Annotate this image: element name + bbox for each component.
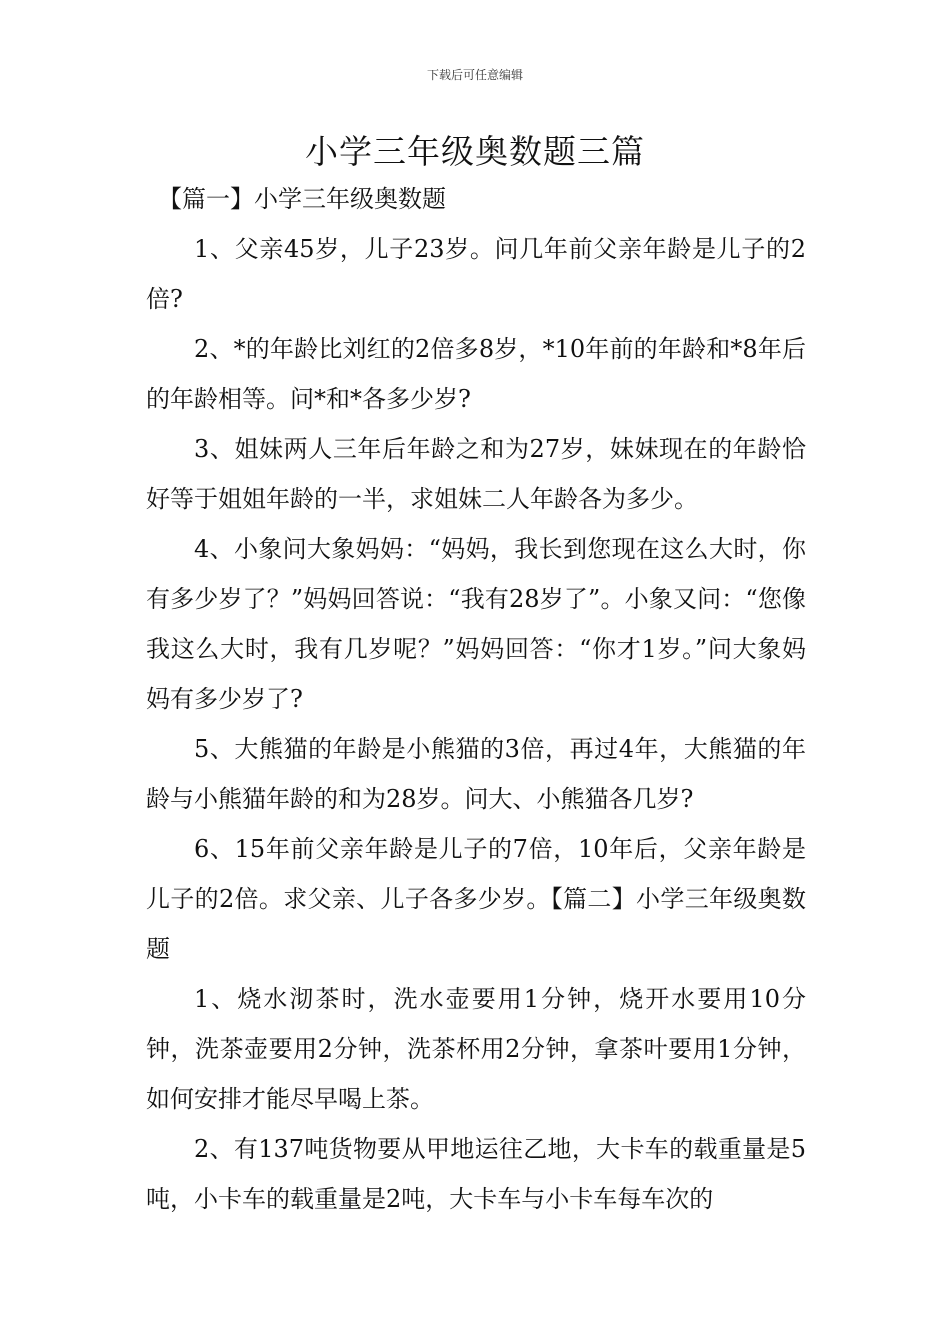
section-heading: 【篇一】小学三年级奥数题 xyxy=(158,185,446,213)
problem-paragraph: 5、大熊猫的年龄是小熊猫的3倍，再过4年，大熊猫的年龄与小熊猫年龄的和为28岁。问大、小熊猫各几岁? xyxy=(146,735,806,813)
document-body xyxy=(146,174,806,1224)
problem-paragraph: 6、15年前父亲年龄是儿子的7倍，10年后，父亲年龄是儿子的2倍。求父亲、儿子各多少岁。【篇二】小学三年级奥数题 xyxy=(146,835,806,963)
page-header-note: 下载后可任意编辑 xyxy=(426,68,523,82)
problem-paragraph: 3、姐妹两人三年后年龄之和为27岁，妹妹现在的年龄恰好等于姐姐年龄的一半，求姐妹二人年龄各为多少。 xyxy=(146,435,806,513)
problem-paragraph: 2、有137吨货物要从甲地运往乙地，大卡车的载重量是5吨，小卡车的载重量是2吨，大卡车与小卡车每车次的 xyxy=(146,1135,806,1213)
problem-paragraph: 1、父亲45岁，儿子23岁。问几年前父亲年龄是儿子的2倍? xyxy=(146,235,806,313)
problem-paragraph: 2、*的年龄比刘红的2倍多8岁，*10年前的年龄和*8年后的年龄相等。问*和*各多少岁? xyxy=(146,335,806,413)
document-title: 小学三年级奥数题三篇 xyxy=(305,132,645,171)
problem-paragraph: 4、小象问大象妈妈：“妈妈，我长到您现在这么大时，你有多少岁了？”妈妈回答说：“我有28岁了”。小象又问：“您像我这么大时，我有几岁呢？”妈妈回答：“你才1岁。”问大象妈妈有多少岁了? xyxy=(146,535,806,713)
problem-paragraph: 1、烧水沏茶时，洗水壶要用1分钟，烧开水要用10分钟，洗茶壶要用2分钟，洗茶杯用2分钟，拿茶叶要用1分钟，如何安排才能尽早喝上茶。 xyxy=(146,985,806,1113)
